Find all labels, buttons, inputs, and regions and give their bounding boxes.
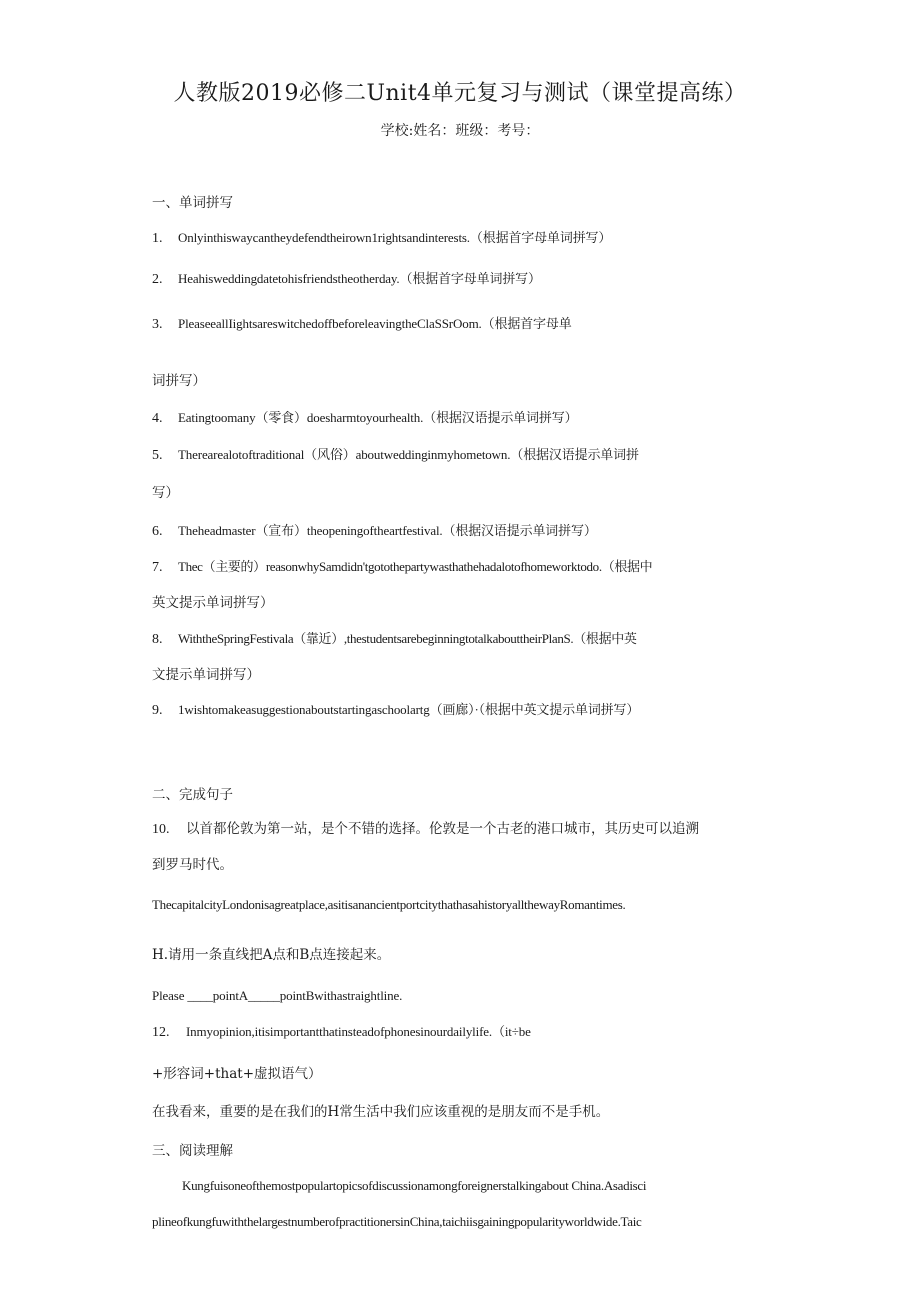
- question-1: [152, 229, 611, 248]
- question-text: Thec（主要的）reasonwhySamdidn'tgotothepartywasthathehadalotofhomeworktodo.（根据中: [178, 559, 653, 574]
- question-10-english: ThecapitalcityLondonisagreatplace,asitisanancientportcitythathasahistoryallthewayRomantimes.: [152, 897, 626, 912]
- question-text: 1wishtomakeasuggestionaboutstartingaschoolartg（画廊）·（根据中英文提示单词拼写）: [178, 702, 640, 717]
- question-text: PleaseeallIightsareswitchedoffbeforeleavingtheClaSSrOom.（根据首字母单: [178, 316, 572, 331]
- question-10-chinese: [152, 820, 699, 839]
- reading-passage-line-2: plineofkungfuwiththelargestnumberofpractitionersinChina,taichiisgainingpopularityworldwide.Taic: [152, 1214, 642, 1229]
- question-5: [152, 446, 639, 465]
- question-7-continued: 英文提示单词拼写）: [152, 595, 274, 611]
- question-number: 9.: [152, 703, 163, 718]
- question-number: 6.: [152, 524, 163, 539]
- question-number: 12.: [152, 1025, 170, 1040]
- question-number: 7.: [152, 560, 163, 575]
- question-text: Inmyopinion,itisimportantthatinsteadofphonesinourdailylife.（it÷be: [186, 1024, 531, 1039]
- question-number: 10.: [152, 822, 170, 837]
- document-title: 人教版2019必修二Unit4单元复习与测试（课堂提高练）: [173, 81, 747, 106]
- question-5-continued: 写）: [152, 485, 179, 501]
- question-2: [152, 270, 541, 289]
- question-3: [152, 315, 572, 334]
- reading-passage-line-1: Kungfuisoneofthemostpopulartopicsofdiscussionamongforeignerstalkingabout China.Asadisci: [182, 1178, 647, 1193]
- question-text: 以首都伦敦为第一站，是个不错的选择。伦敦是一个古老的港口城市，其历史可以追溯: [186, 821, 699, 837]
- question-6: [152, 522, 597, 541]
- question-8: [152, 630, 637, 649]
- question-10-chinese-continued: 到罗马时代。: [152, 857, 233, 873]
- question-number: 1.: [152, 231, 163, 246]
- question-12-continued: +形容词+that+虚拟语气）: [152, 1066, 322, 1082]
- question-number: 5.: [152, 448, 163, 463]
- question-number: 3.: [152, 317, 163, 332]
- question-number: 2.: [152, 272, 163, 287]
- question-12-chinese: 在我看来，重要的是在我们的H常生活中我们应该重视的是朋友而不是手机。: [152, 1104, 610, 1120]
- question-12-english: [152, 1023, 531, 1042]
- question-text: Therearealotoftraditional（风俗）aboutweddinginmyhometown.（根据汉语提示单词拼: [178, 447, 639, 462]
- question-text: Theheadmaster（宣布）theopeningoftheartfestival.（根据汉语提示单词拼写）: [178, 523, 597, 538]
- question-8-continued: 文提示单词拼写）: [152, 667, 260, 683]
- question-text: Onlyinthiswaycantheydefendtheirown1rightsandinterests.（根据首字母单词拼写）: [178, 230, 612, 245]
- student-info-line: 学校:姓名：班级：考号：: [380, 123, 540, 139]
- question-7: [152, 558, 652, 577]
- question-11-english: Please ____pointA_____pointBwithastraightline.: [152, 988, 403, 1003]
- section-heading-word-spelling: 一、单词拼写: [152, 195, 233, 211]
- question-4: [152, 409, 577, 428]
- question-3-continued: 词拼写）: [152, 373, 206, 389]
- question-number: 4.: [152, 411, 163, 426]
- question-text: Heahisweddingdatetohisfriendstheotherday.（根据首字母单词拼写）: [178, 271, 541, 286]
- question-text: Eatingtoomany（零食）doesharmtoyourhealth.（根据汉语提示单词拼写）: [178, 410, 578, 425]
- question-text: WiththeSpringFestivala（靠近）,thestudentsarebeginningtotalkabouttheirPlanS.（根据中英: [178, 631, 637, 646]
- section-heading-reading: 三、阅读理解: [152, 1143, 233, 1159]
- question-11-chinese: H.请用一条直线把A点和B点连接起来。: [152, 947, 391, 963]
- question-9: [152, 701, 639, 720]
- question-number: 8.: [152, 632, 163, 647]
- section-heading-complete-sentences: 二、完成句子: [152, 787, 233, 803]
